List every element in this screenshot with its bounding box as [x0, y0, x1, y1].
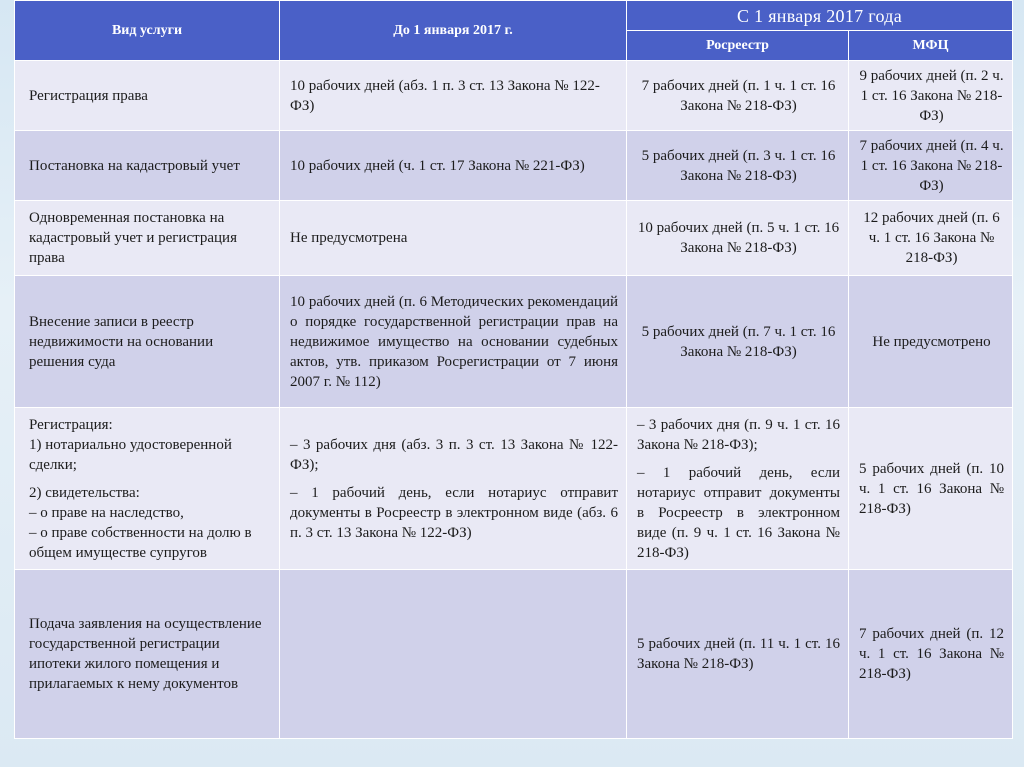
service-line: – о праве на наследство,: [29, 504, 184, 521]
table-row: [15, 61, 1013, 131]
rosreestr-cell: 5 рабочих дней (п. 11 ч. 1 ст. 16 Закона № 218-ФЗ): [627, 570, 849, 739]
mfc-cell: 7 рабочих дней (п. 12 ч. 1 ст. 16 Закона № 218-ФЗ): [849, 570, 1013, 739]
rosreestr-cell: 10 рабочих дней (п. 5 ч. 1 ст. 16 Закона № 218-ФЗ): [627, 201, 849, 276]
header-service: Вид услуги: [15, 1, 280, 61]
before-part: – 1 рабочий день, если нотариус отправит документы в Росреестр в электронном виде (абз. 6 п. 3 ст. 13 Закона № 122-ФЗ): [290, 484, 618, 541]
before-cell: [280, 408, 627, 570]
service-line: Регистрация:: [29, 416, 113, 433]
service-cell: Регистрация права: [15, 61, 280, 131]
service-cell: Внесение записи в реестр недвижимости на основании решения суда: [15, 276, 280, 408]
rosreestr-part: – 3 рабочих дня (п. 9 ч. 1 ст. 16 Закона № 218-ФЗ);: [637, 416, 840, 453]
mfc-cell: 5 рабочих дней (п. 10 ч. 1 ст. 16 Закона № 218-ФЗ): [849, 408, 1013, 570]
service-line: 1) нотариально удостоверенной сделки;: [29, 436, 232, 473]
mfc-cell: 9 рабочих дней (п. 2 ч. 1 ст. 16 Закона № 218-ФЗ): [849, 61, 1013, 131]
mfc-cell: Не предусмотрено: [849, 276, 1013, 408]
rosreestr-cell: [627, 408, 849, 570]
before-cell: 10 рабочих дней (п. 6 Методических рекомендаций о порядке государственной регистрации прав на недвижимое имущество на основании судебных актов, утв. приказом Росрегистрации от 7 июня 2007 г. № 112): [280, 276, 627, 408]
table-row: [15, 570, 1013, 739]
table-row: [15, 131, 1013, 201]
rosreestr-cell: 7 рабочих дней (п. 1 ч. 1 ст. 16 Закона № 218-ФЗ): [627, 61, 849, 131]
mfc-cell: 12 рабочих дней (п. 6 ч. 1 ст. 16 Закона № 218-ФЗ): [849, 201, 1013, 276]
before-cell: [280, 570, 627, 739]
header-rosreestr: Росреестр: [627, 31, 849, 61]
before-cell: 10 рабочих дней (ч. 1 ст. 17 Закона № 221-ФЗ): [280, 131, 627, 201]
service-cell: Подача заявления на осуществление государственной регистрации ипотеки жилого помещения и прилагаемых к нему документов: [15, 570, 280, 739]
table-row: [15, 276, 1013, 408]
header-mfc: МФЦ: [849, 31, 1013, 61]
service-line: 2) свидетельства:: [29, 484, 140, 501]
services-table-frame: [14, 0, 1012, 740]
service-cell: Одновременная постановка на кадастровый учет и регистрация права: [15, 201, 280, 276]
before-cell: 10 рабочих дней (абз. 1 п. 3 ст. 13 Закона № 122-ФЗ): [280, 61, 627, 131]
service-line: – о праве собственности на долю в общем имуществе супругов: [29, 524, 252, 561]
mfc-cell: 7 рабочих дней (п. 4 ч. 1 ст. 16 Закона № 218-ФЗ): [849, 131, 1013, 201]
header-before-2017: До 1 января 2017 г.: [280, 1, 627, 61]
service-cell: [15, 408, 280, 570]
header-after-2017: С 1 января 2017 года: [627, 1, 1013, 31]
service-cell: Постановка на кадастровый учет: [15, 131, 280, 201]
before-part: – 3 рабочих дня (абз. 3 п. 3 ст. 13 Закона № 122-ФЗ);: [290, 436, 618, 473]
before-cell: Не предусмотрена: [280, 201, 627, 276]
rosreestr-part: – 1 рабочий день, если нотариус отправит документы в Росреестр в электронном виде (п. 9 ч. 1 ст. 16 Закона № 218-ФЗ): [637, 464, 840, 561]
table-row: [15, 408, 1013, 570]
rosreestr-cell: 5 рабочих дней (п. 3 ч. 1 ст. 16 Закона № 218-ФЗ): [627, 131, 849, 201]
table-row: [15, 201, 1013, 276]
rosreestr-cell: 5 рабочих дней (п. 7 ч. 1 ст. 16 Закона № 218-ФЗ): [627, 276, 849, 408]
services-table: [14, 0, 1013, 739]
